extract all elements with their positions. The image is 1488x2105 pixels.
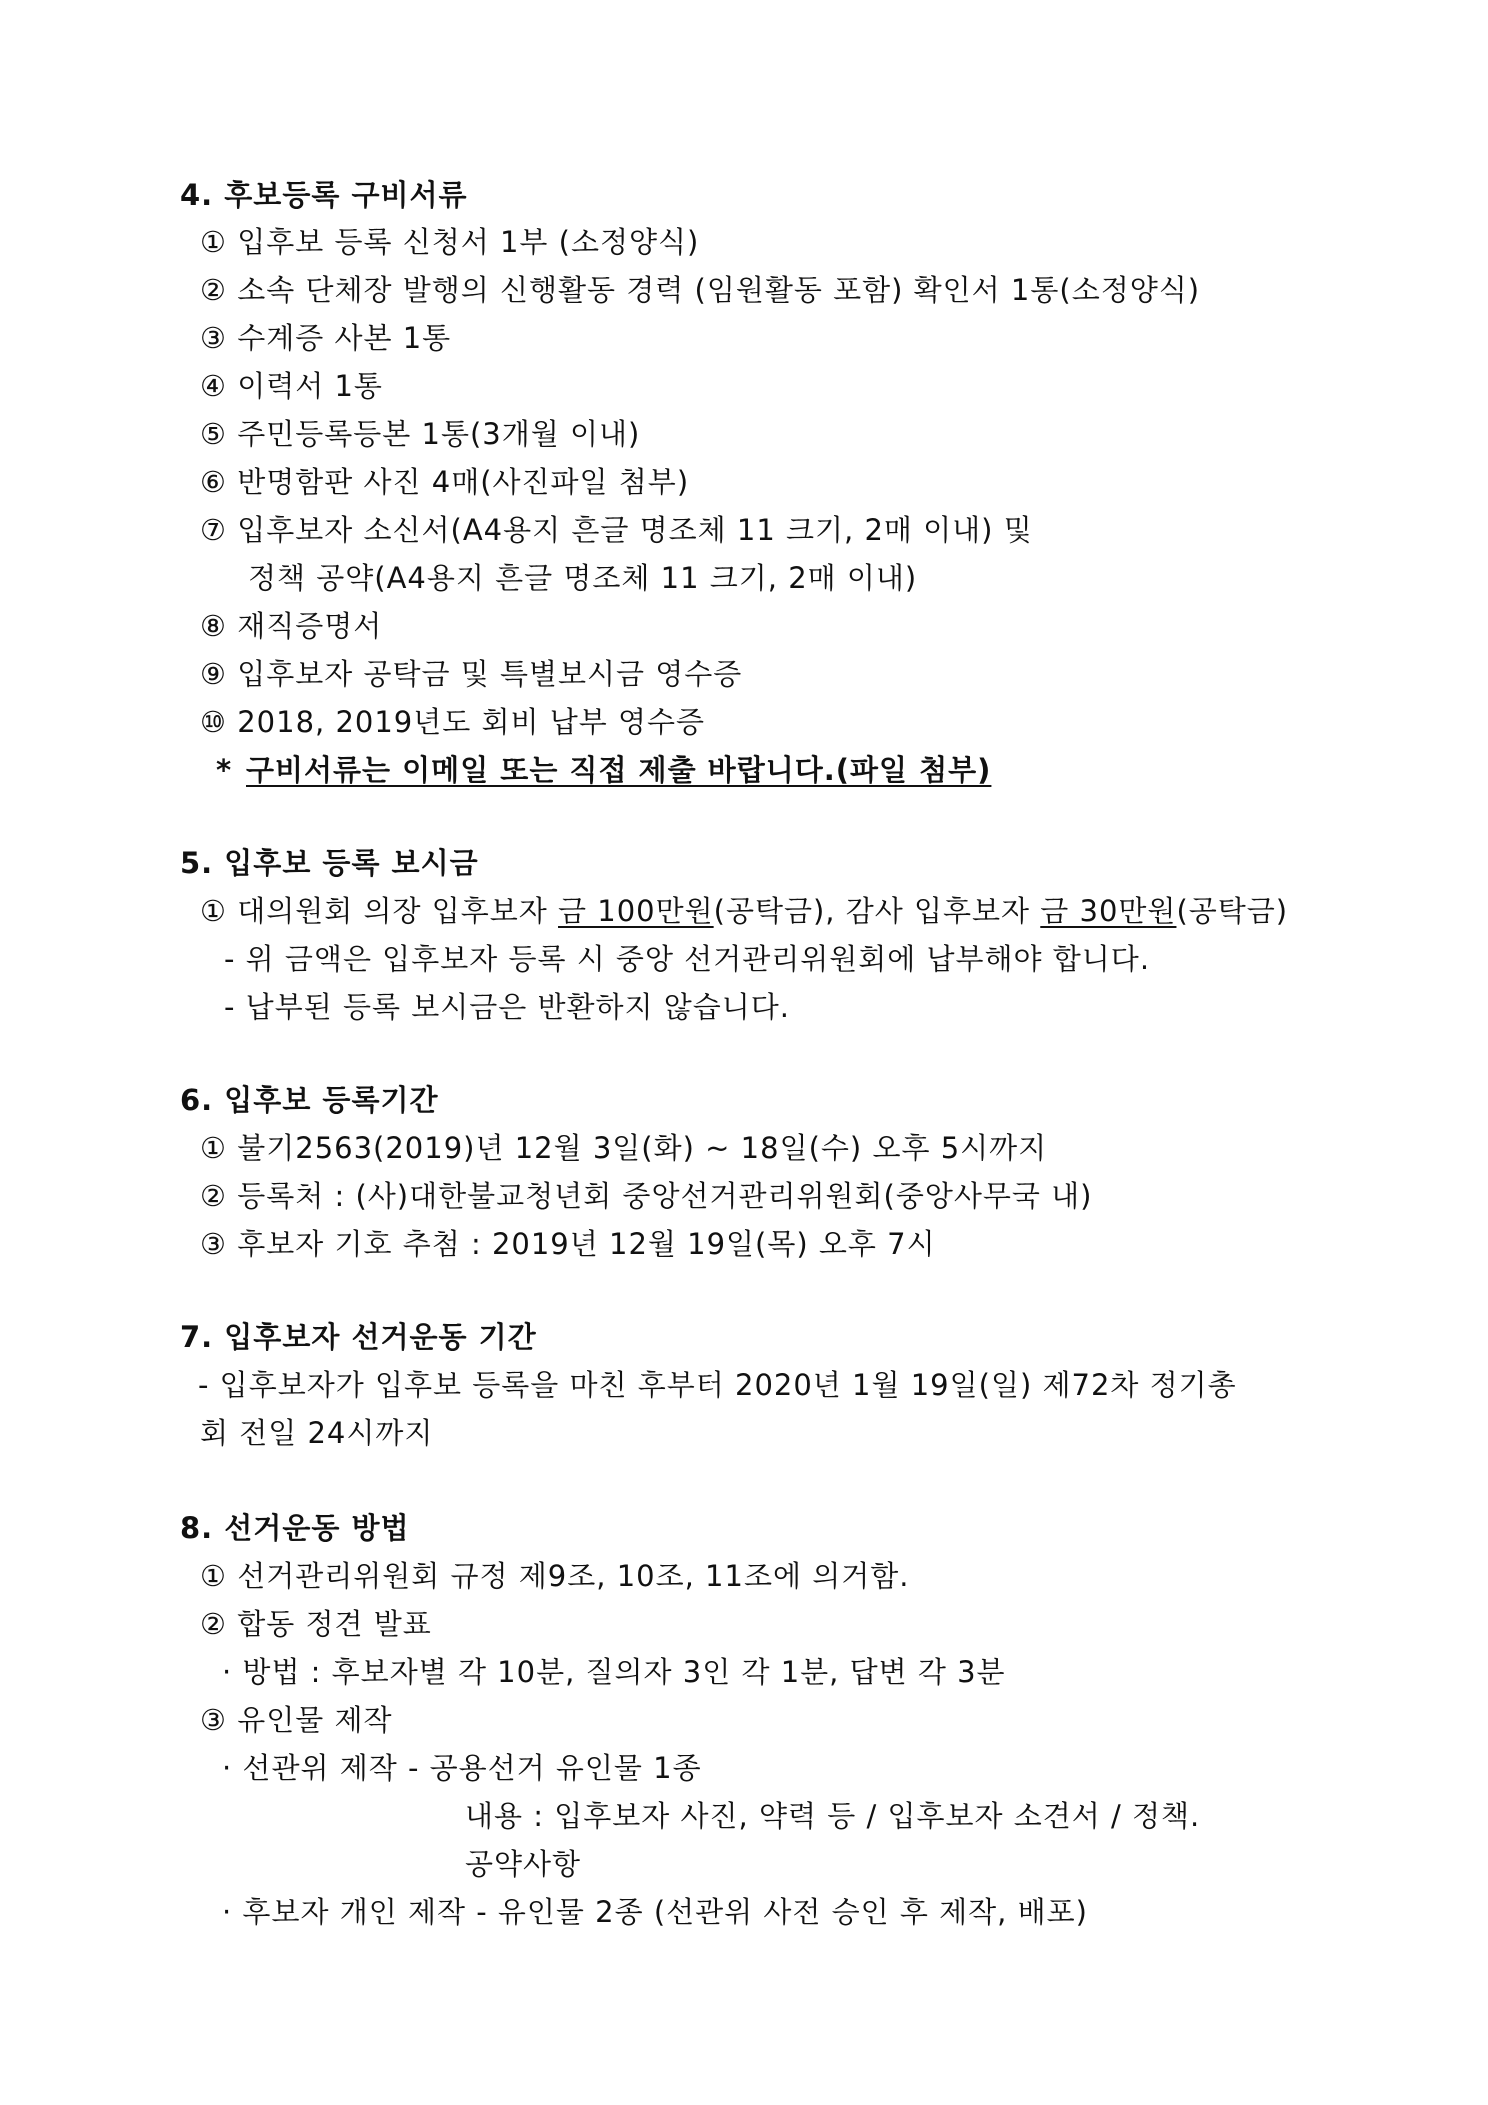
- s4-item-2: ② 소속 단체장 발행의 신행활동 경력 (임원활동 포함) 확인서 1통(소정양식): [200, 273, 1201, 307]
- s7-line-1: - 입후보자가 입후보 등록을 마친 후부터 2020년 1월 19일(일) 제72차 정기총: [198, 1368, 1237, 1402]
- s8-item-3-content-2: 공약사항: [465, 1847, 582, 1881]
- s6-item-2: ② 등록처 : (사)대한불교청년회 중앙선거관리위원회(중앙사무국 내): [200, 1179, 1093, 1213]
- s8-item-3-sub-1: · 선관위 제작 - 공용선거 유인물 1종: [222, 1751, 702, 1785]
- s4-item-7-cont: 정책 공약(A4용지 흔글 명조체 11 크기, 2매 이내): [248, 561, 918, 595]
- s5-dash-2: - 납부된 등록 보시금은 반환하지 않습니다.: [224, 990, 791, 1024]
- s8-item-1: ① 선거관리위원회 규정 제9조, 10조, 11조에 의거함.: [200, 1559, 910, 1593]
- s4-item-3: ③ 수계증 사본 1통: [200, 321, 452, 355]
- s5-dash-1: - 위 금액은 입후보자 등록 시 중앙 선거관리위원회에 납부해야 합니다.: [224, 942, 1151, 976]
- s4-item-7: ⑦ 입후보자 소신서(A4용지 흔글 명조체 11 크기, 2매 이내) 및: [200, 513, 1033, 547]
- section-7-heading: 7. 입후보자 선거운동 기간: [180, 1320, 537, 1354]
- s5-amount-auditor: 금 30만원: [1040, 894, 1177, 928]
- s8-item-2: ② 합동 정견 발표: [200, 1607, 432, 1641]
- s8-item-3-sub-2: · 후보자 개인 제작 - 유인물 2종 (선관위 사전 승인 후 제작, 배포): [222, 1895, 1088, 1929]
- s4-item-1: ① 입후보 등록 신청서 1부 (소정양식): [200, 225, 700, 259]
- s7-line-2: 회 전일 24시까지: [200, 1416, 434, 1450]
- s5-item-1-c: (공탁금), 감사 입후보자: [713, 894, 1041, 928]
- s5-item-1-a: ① 대의원회 의장 입후보자: [200, 894, 559, 928]
- s5-amount-chair: 금 100만원: [558, 894, 714, 928]
- s5-item-1-e: (공탁금): [1176, 894, 1289, 928]
- s6-item-1: ① 불기2563(2019)년 12월 3일(화) ~ 18일(수) 오후 5시까지: [200, 1131, 1048, 1165]
- s8-item-3: ③ 유인물 제작: [200, 1703, 393, 1737]
- s4-item-4: ④ 이력서 1통: [200, 369, 383, 403]
- section-5-heading: 5. 입후보 등록 보시금: [180, 846, 479, 880]
- s4-note: 구비서류는 이메일 또는 직접 제출 바랍니다.(파일 첨부): [246, 753, 992, 787]
- s5-item-1: [200, 891, 1288, 931]
- s4-item-9: ⑨ 입후보자 공탁금 및 특별보시금 영수증: [200, 657, 743, 691]
- section-4-heading: 4. 후보등록 구비서류: [180, 178, 468, 212]
- section-6-heading: 6. 입후보 등록기간: [180, 1083, 439, 1117]
- s4-item-10: ⑩ 2018, 2019년도 회비 납부 영수증: [200, 705, 706, 739]
- section-8-heading: 8. 선거운동 방법: [180, 1511, 410, 1545]
- s8-item-2-sub: · 방법 : 후보자별 각 10분, 질의자 3인 각 1분, 답변 각 3분: [222, 1655, 1006, 1689]
- s4-item-5: ⑤ 주민등록등본 1통(3개월 이내): [200, 417, 641, 451]
- s8-item-3-content-1: 내용 : 입후보자 사진, 약력 등 / 입후보자 소견서 / 정책.: [465, 1799, 1201, 1833]
- s6-item-3: ③ 후보자 기호 추첨 : 2019년 12월 19일(목) 오후 7시: [200, 1227, 936, 1261]
- s4-item-6: ⑥ 반명함판 사진 4매(사진파일 첨부): [200, 465, 690, 499]
- s4-item-8: ⑧ 재직증명서: [200, 609, 383, 643]
- s4-note-star: *: [216, 753, 233, 787]
